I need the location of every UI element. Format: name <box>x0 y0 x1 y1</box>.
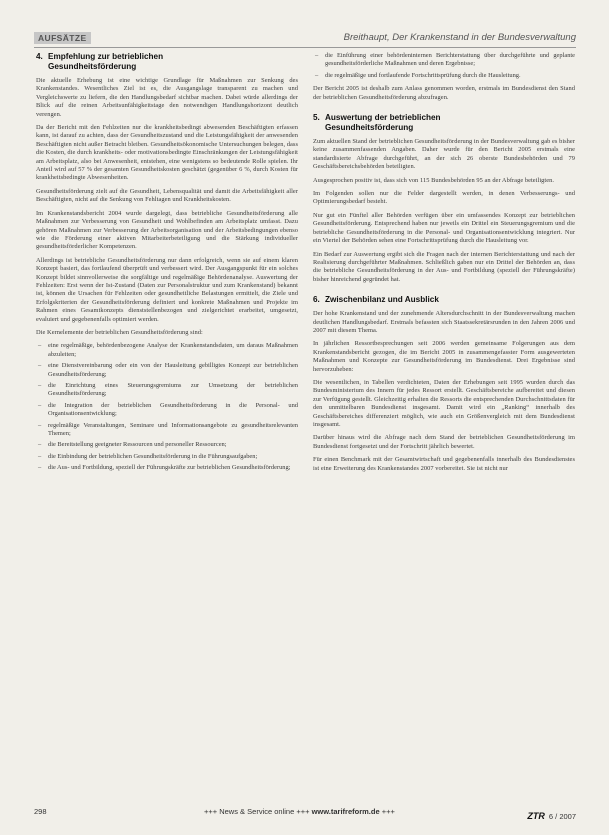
section-4-title-line-2: Gesundheitsförderung <box>48 62 137 71</box>
section-tag: AUFSÄTZE <box>34 32 91 44</box>
paragraph: Der Bericht 2005 ist deshalb zum Anlass genommen worden, erstmals im Bundesdienst den Stand der betrieblichen Gesundheitsförderung abzufragen. <box>313 85 575 101</box>
list-dash: – <box>38 452 42 460</box>
list-dash: – <box>38 342 42 350</box>
list-dash: – <box>315 71 319 79</box>
section-5-title-line-1: Auswertung der betrieblichen <box>325 113 441 123</box>
paragraph: Darüber hinaus wird die Abfrage nach dem Stand der betrieblichen Gesundheitsförderung im Bundesdienst fortgesetzt und der Fortschritt jährlich bewertet. <box>313 434 575 450</box>
paragraph: Im Krankenstandsbericht 2004 wurde dargelegt, dass betriebliche Gesundheitsförderung alle Maßnahmen zur Verbesserung von Gesundheit und Wohlbefinden am Arbeitsplatz umfasst. Dazu gehören Maßnahmen zur Verbesserung der Arbeitsorganisation und der Arbeitsbedingungen ebenso wie die Förderung einer aktiven Mitarbeiterbeteiligung und die Stärkung individueller gesundheitsförderlicher Kompetenzen. <box>36 209 298 251</box>
list-item-text: die regelmäßige und fortlaufende Fortschrittsprüfung durch die Hausleitung. <box>325 71 521 79</box>
list-dash: – <box>38 464 42 472</box>
issue-number: 6 / 2007 <box>548 812 576 821</box>
list-item <box>36 362 298 379</box>
right-column <box>313 52 575 792</box>
paragraph: In jährlichen Ressortbesprechungen seit 2006 werden gemeinsame Folgerungen aus dem Krankenstandsbericht gezogen, die im Bericht 2005 in zusammengefasster Form ausgewerteten Maßnahmen und Konzepte zur Gesundheitsförderung im Bundesdienst. Drei Ergebnisse sind hervorzuheben: <box>313 340 575 373</box>
section-6-title: Zwischenbilanz und Ausblick <box>325 295 439 305</box>
section-5-title-line-2: Gesundheitsförderung <box>325 123 414 133</box>
page-number: 298 <box>34 807 47 816</box>
running-title-text: Der Krankenstand in der Bundesverwaltung <box>392 32 576 43</box>
paragraph: Die Kernelemente der betrieblichen Gesundheitsförderung sind: <box>36 328 203 336</box>
paragraph: Im Folgenden sollen nur die Felder dargestellt werden, in denen Verbesserungs- und Optimierungsbedarf besteht. <box>313 190 575 206</box>
running-title: Breithaupt, Der Krankenstand in der Bundesverwaltung <box>343 32 576 43</box>
section-5-heading <box>313 113 575 133</box>
page-footer <box>34 806 576 821</box>
paragraph: Ein Bedarf zur Auswertung ergibt sich die Fragen nach der internen Berichterstattung und nach der Realisierung durchgeführter Maßnahmen. Schließlich gaben nur ein Drittel der Behörden an, dass die betriebliche Gesundheitsförderung in der Aus- und Fortbildung (speziell der Führungskräfte) bisher hinreichend gegründet hat. <box>313 250 575 283</box>
paragraph: Die aktuelle Erhebung ist eine wichtige Grundlage für Maßnahmen zur Senkung des Krankenstandes. Wesentliches Ziel ist es, die Ausgangslage transparent zu machen und Vergleichswerte zu liefern, die den Handlungsbedarf sichtbar machen. Dabei würde allerdings der Blick auf die reinen Arbeitsunfähigkeitstage den notwendigen Handlungshorizont deutlich verengen. <box>36 77 298 118</box>
core-elements-list <box>36 342 298 472</box>
running-title-author: Breithaupt <box>343 32 387 43</box>
list-item-text: die Einführung einer behördeninternen Berichterstattung über durchgeführte und geplante gesundheitsförderliche Maßnahmen und deren Ergebnisse; <box>325 52 575 68</box>
list-item-text: die Einbindung der betrieblichen Gesundheitsförderung in die Führungsaufgaben; <box>48 452 258 460</box>
list-item-text: eine regelmäßige, behördenbezogene Analyse der Krankenstandsdaten, um daraus Maßnahmen abzuleiten; <box>48 342 298 358</box>
footer-news-prefix: +++ News & Service online +++ <box>204 807 310 816</box>
footer-url-link[interactable]: www.tarifreform.de <box>311 807 380 816</box>
footer-issue <box>527 806 576 824</box>
paragraph: Ausgesprochen positiv ist, dass sich von 115 Bundesbehörden 95 an der Abfrage beteiligten. <box>313 176 555 184</box>
list-item-text: die Aus- und Fortbildung, speziell der Führungskräfte zur betrieblichen Gesundheitsförderung; <box>48 464 291 472</box>
list-dash: – <box>38 421 42 429</box>
page-header <box>34 32 576 45</box>
paragraph: Nur gut ein Fünftel aller Behörden verfügen über ein umfassendes Konzept zur betrieblichen Gesundheitsförderung. Entsprechend haben nur jeweils ein Drittel ein Steuerungsgremium und die betriebliche Gesundheitsförderung in die Personal- und Organisationsentwicklung integriert. Nur ein Viertel der Behörden sehen eine Fortschrittsprüfung durch die Hausleitung vor. <box>313 211 575 245</box>
paragraph: Zum aktuellen Stand der betrieblichen Gesundheitsförderung in der Bundesverwaltung gab es bisher keine zusammenfassenden Angaben. Daher wurde für den Bericht 2005 erstmals eine standardisierte Abfrage durchgeführt, an der sich 26 oberste Bundesbehörden und 79 Geschäftsbereichsbehörden beteiligten. <box>313 138 575 171</box>
section-4-title-line-1: Empfehlung zur betrieblichen <box>48 52 164 61</box>
list-item <box>313 72 575 80</box>
header-rule <box>34 47 576 48</box>
list-item-text: die Einrichtung eines Steuerungsgremiums zur Umsetzung der betrieblichen Gesundheitsförderung; <box>48 382 298 398</box>
section-4-number: 4. <box>36 52 43 61</box>
list-dash: – <box>315 52 319 59</box>
list-item <box>36 441 298 449</box>
footer-news-suffix: +++ <box>381 807 395 816</box>
journal-logo: ZTR <box>527 811 545 821</box>
paragraph: Für einen Benchmark mit der Gesamtwirtschaft und gegebenenfalls innerhalb des Bundesdienstes ist eine Erweiterung des Krankenstandes 2007 vorbereitet. Sie ist nicht nur <box>313 456 575 472</box>
left-column <box>36 52 298 792</box>
footer-news-line <box>204 806 395 818</box>
list-item <box>36 453 298 461</box>
paragraph: Gesundheitsförderung zielt auf die Gesundheit, Lebensqualität und damit die Arbeitsfähigkeit aller Beschäftigten, nicht auf die Senkung von Fehltagen und Krankheitskosten. <box>36 187 298 204</box>
list-dash: – <box>38 362 42 370</box>
section-6-heading <box>313 295 575 305</box>
list-item <box>36 422 298 439</box>
list-item-text: die Integration der betrieblichen Gesundheitsförderung in die Personal- und Organisationsentwicklung; <box>48 401 298 418</box>
list-item <box>36 402 298 419</box>
list-dash: – <box>38 382 42 389</box>
list-item <box>36 464 298 472</box>
list-item-text: regelmäßige Veranstaltungen, Seminare und Informationsangebote zu gesundheitsrelevanten Themen; <box>48 421 298 438</box>
list-item <box>36 382 298 399</box>
paragraph: Die wesentlichen, in Tabellen verdichteten, Daten der Erhebungen seit 1995 wurden durch das Bundesministerium des Innern für jedes Ressort erstellt. Geschäftsbereiche aufbereitet und diesen zur Verfügung gestellt. Gleichzeitig erhalten die Ressorts die entsprechenden Durchschnittsdaten für den unmittelbaren Bundesdienst insgesamt. Damit wird ein „Ranking“ innerhalb des Geschäftsbereiches differenziert möglich, wie auch ein Größenvergleich mit dem Bundesdienst insgesamt. <box>313 378 575 428</box>
section-5-number: 5. <box>313 113 320 123</box>
paragraph: Der hohe Krankenstand und der zunehmende Altersdurchschnitt in der Bundesverwaltung machen deutlichen Handlungsbedarf. Erstmals befassten sich Staatssekretärsrunden in den Jahren 2006 und 2007 mit diesem Thema. <box>313 310 575 334</box>
list-item-text: die Bereitstellung geeigneter Ressourcen und personeller Ressourcen; <box>48 441 227 449</box>
section-4-heading <box>36 52 298 72</box>
section-6-number: 6. <box>313 295 320 305</box>
paragraph: Allerdings ist betriebliche Gesundheitsförderung nur dann erfolgreich, wenn sie auf einem klaren Konzept basiert, das fortlaufend überprüft und verbessert wird. Der Ausgangspunkt für ein solches Konzept bildet sinnvollerweise die sorgfältige und regelmäßige Behördenanalyse. Auswertung der Fehlzeiten: Erst wenn der Ist-Zustand (Daten zur Personalstruktur und zum Krankenstand) bekannt ist, können die Ursachen für Fehlzeiten oder gesundheitliche Belastungen ermittelt, die Ziele und Erfolgskriterien der Gesundheitsförderung definiert und konkrete Maßnahmen und Projekte im Rahmen eines Gesamtkonzepts dienststellenbezogen und zielgerichtet erarbeitet, umgesetzt, evaluiert und gegebenenfalls optimiert werden. <box>36 256 298 323</box>
list-dash: – <box>38 441 42 449</box>
list-item-text: eine Dienstvereinbarung oder ein von der Hausleitung gebilligtes Konzept zur betrieblichen Gesundheitsförderung; <box>48 362 298 378</box>
paragraph: Da der Bericht mit den Fehlzeiten nur die krankheitsbedingt abwesenden Beschäftigten erfassen kann, ist darauf zu achten, dass der Gesundheitszustand und die Leistungsfähigkeit der anwesenden Beschäftigten nicht außer Betracht bleiben. Gesundheitsökonomische Untersuchungen belegen, dass die Kosten, die durch krankheits- oder motivationsbedingte Einschränkungen der Leistungsfähigkeit am Arbeitsplatz, also bei Anwesenheit, entstehen, eine wenigstens so bedeutende Rolle spielen. Ihr Anteil wird auf 57 % der gesamten Gesundheitskosten geschätzt (gegenüber 6 %, durch Kosten für krankheitsbedingte Abwesenheiten. <box>36 124 298 182</box>
list-item <box>313 52 575 69</box>
list-dash: – <box>38 401 42 409</box>
core-elements-list-continued <box>313 52 575 80</box>
list-item <box>36 342 298 359</box>
